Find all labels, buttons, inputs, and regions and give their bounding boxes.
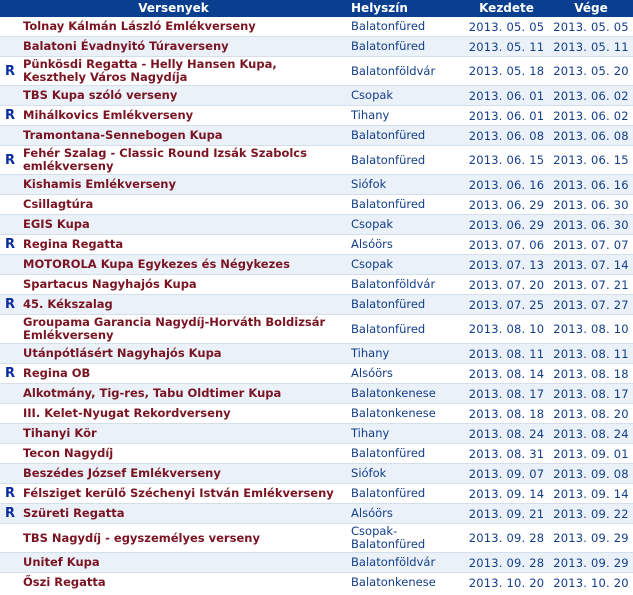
- race-start-date: 2013. 08. 31: [464, 444, 549, 463]
- table-row: [0, 86, 633, 105]
- race-end-date: 2013. 06. 16: [549, 175, 633, 194]
- header-end-date: Vége: [549, 0, 633, 17]
- race-location: Csopak: [347, 215, 464, 234]
- race-name-link[interactable]: Félsziget kerülő Széchenyi István Emlékverseny: [20, 484, 347, 503]
- race-location: Balatonfüred: [347, 146, 464, 174]
- ranking-marker: [0, 315, 20, 343]
- race-start-date: 2013. 05. 05: [464, 17, 549, 36]
- race-end-date: 2013. 06. 30: [549, 215, 633, 234]
- ranking-marker: R: [0, 484, 20, 503]
- race-end-date: 2013. 06. 30: [549, 195, 633, 214]
- race-end-date: 2013. 08. 17: [549, 384, 633, 403]
- race-name-link[interactable]: Fehér Szalag - Classic Round Izsák Szabolcs emlékverseny: [20, 146, 347, 174]
- ranking-marker: [0, 195, 20, 214]
- race-start-date: 2013. 07. 06: [464, 235, 549, 254]
- race-end-date: 2013. 08. 20: [549, 404, 633, 423]
- header-races: Versenyek: [0, 0, 347, 17]
- race-name-link[interactable]: Szüreti Regatta: [20, 504, 347, 523]
- table-row: [0, 215, 633, 234]
- ranking-marker: R: [0, 235, 20, 254]
- ranking-marker: [0, 275, 20, 294]
- ranking-marker: [0, 404, 20, 423]
- race-start-date: 2013. 09. 14: [464, 484, 549, 503]
- ranking-marker: R: [0, 295, 20, 314]
- table-row: [0, 17, 633, 36]
- race-end-date: 2013. 06. 15: [549, 146, 633, 174]
- table-row: [0, 553, 633, 572]
- race-start-date: 2013. 07. 25: [464, 295, 549, 314]
- ranking-marker: [0, 553, 20, 572]
- race-end-date: 2013. 07. 27: [549, 295, 633, 314]
- ranking-marker: [0, 384, 20, 403]
- race-location: Balatonfüred: [347, 195, 464, 214]
- race-start-date: 2013. 09. 07: [464, 464, 549, 483]
- race-end-date: 2013. 08. 24: [549, 424, 633, 443]
- race-end-date: 2013. 08. 11: [549, 344, 633, 363]
- table-row: [0, 235, 633, 254]
- race-name-link[interactable]: 45. Kékszalag: [20, 295, 347, 314]
- race-name-link[interactable]: Tihanyi Kör: [20, 424, 347, 443]
- table-header-row: [0, 0, 633, 17]
- race-name-link[interactable]: III. Kelet-Nyugat Rekordverseny: [20, 404, 347, 423]
- table-row: [0, 315, 633, 343]
- race-name-link[interactable]: Csillagtúra: [20, 195, 347, 214]
- race-location: Tihany: [347, 106, 464, 125]
- table-row: [0, 384, 633, 403]
- race-start-date: 2013. 08. 10: [464, 315, 549, 343]
- race-end-date: 2013. 06. 02: [549, 86, 633, 105]
- race-location: Balatonföldvár: [347, 553, 464, 572]
- race-name-link[interactable]: Regina OB: [20, 364, 347, 383]
- race-name-link[interactable]: Alkotmány, Tig-res, Tabu Oldtimer Kupa: [20, 384, 347, 403]
- race-start-date: 2013. 06. 16: [464, 175, 549, 194]
- table-row: [0, 295, 633, 314]
- race-location: Balatonfüred: [347, 17, 464, 36]
- race-location: Balatonfüred: [347, 37, 464, 56]
- table-row: [0, 275, 633, 294]
- race-start-date: 2013. 06. 15: [464, 146, 549, 174]
- race-start-date: 2013. 09. 28: [464, 524, 549, 552]
- race-end-date: 2013. 05. 11: [549, 37, 633, 56]
- table-row: [0, 484, 633, 503]
- race-name-link[interactable]: Beszédes József Emlékverseny: [20, 464, 347, 483]
- ranking-marker: [0, 215, 20, 234]
- ranking-marker: [0, 37, 20, 56]
- race-location: Alsóörs: [347, 235, 464, 254]
- race-end-date: 2013. 09. 29: [549, 553, 633, 572]
- race-location: Balatonfüred: [347, 444, 464, 463]
- ranking-marker: [0, 17, 20, 36]
- table-row: [0, 364, 633, 383]
- table-row: [0, 404, 633, 423]
- ranking-marker: R: [0, 364, 20, 383]
- table-row: [0, 255, 633, 274]
- race-location: Tihany: [347, 344, 464, 363]
- race-start-date: 2013. 06. 29: [464, 195, 549, 214]
- race-name-link[interactable]: Regina Regatta: [20, 235, 347, 254]
- race-location: Balatonkenese: [347, 404, 464, 423]
- race-location: Siófok: [347, 175, 464, 194]
- ranking-marker: R: [0, 57, 20, 85]
- race-name-link[interactable]: MOTOROLA Kupa Egykezes és Négykezes: [20, 255, 347, 274]
- ranking-marker: [0, 524, 20, 552]
- race-start-date: 2013. 07. 20: [464, 275, 549, 294]
- race-end-date: 2013. 07. 14: [549, 255, 633, 274]
- race-start-date: 2013. 08. 18: [464, 404, 549, 423]
- ranking-marker: [0, 573, 20, 592]
- ranking-marker: [0, 86, 20, 105]
- race-end-date: 2013. 09. 01: [549, 444, 633, 463]
- race-start-date: 2013. 06. 29: [464, 215, 549, 234]
- table-row: [0, 444, 633, 463]
- ranking-marker: [0, 126, 20, 145]
- race-start-date: 2013. 08. 24: [464, 424, 549, 443]
- table-row: [0, 464, 633, 483]
- race-name-link[interactable]: Őszi Regatta: [20, 573, 347, 592]
- ranking-marker: R: [0, 106, 20, 125]
- race-start-date: 2013. 06. 01: [464, 86, 549, 105]
- ranking-marker: [0, 344, 20, 363]
- ranking-marker: [0, 424, 20, 443]
- race-start-date: 2013. 06. 01: [464, 106, 549, 125]
- table-row: [0, 57, 633, 85]
- table-row: [0, 195, 633, 214]
- race-location: Tihany: [347, 424, 464, 443]
- race-location: Csopak: [347, 255, 464, 274]
- race-end-date: 2013. 09. 22: [549, 504, 633, 523]
- race-location: Siófok: [347, 464, 464, 483]
- race-name-link[interactable]: EGIS Kupa: [20, 215, 347, 234]
- race-start-date: 2013. 05. 18: [464, 57, 549, 85]
- race-start-date: 2013. 09. 28: [464, 553, 549, 572]
- header-location: Helyszín: [347, 0, 464, 17]
- race-name-link[interactable]: Utánpótlásért Nagyhajós Kupa: [20, 344, 347, 363]
- ranking-marker: [0, 255, 20, 274]
- table-row: [0, 146, 633, 174]
- ranking-marker: R: [0, 504, 20, 523]
- race-end-date: 2013. 07. 21: [549, 275, 633, 294]
- race-location: Balatonfüred: [347, 295, 464, 314]
- race-start-date: 2013. 07. 13: [464, 255, 549, 274]
- table-row: [0, 175, 633, 194]
- table-row: [0, 37, 633, 56]
- header-start-date: Kezdete: [464, 0, 549, 17]
- race-start-date: 2013. 08. 11: [464, 344, 549, 363]
- race-start-date: 2013. 06. 08: [464, 126, 549, 145]
- race-name-link[interactable]: Tolnay Kálmán László Emlékverseny: [20, 17, 347, 36]
- table-row: [0, 424, 633, 443]
- race-end-date: 2013. 07. 07: [549, 235, 633, 254]
- table-row: [0, 344, 633, 363]
- race-end-date: 2013. 08. 18: [549, 364, 633, 383]
- race-end-date: 2013. 06. 02: [549, 106, 633, 125]
- race-location: Balatonkenese: [347, 573, 464, 592]
- race-location: Balatonkenese: [347, 384, 464, 403]
- race-name-link[interactable]: Balatoni Évadnyitó Túraverseny: [20, 37, 347, 56]
- race-start-date: 2013. 05. 11: [464, 37, 549, 56]
- race-location: Alsóörs: [347, 504, 464, 523]
- race-end-date: 2013. 06. 08: [549, 126, 633, 145]
- race-start-date: 2013. 08. 14: [464, 364, 549, 383]
- race-name-link[interactable]: Tecon Nagydíj: [20, 444, 347, 463]
- race-location: Csopak: [347, 86, 464, 105]
- table-row: [0, 126, 633, 145]
- race-end-date: 2013. 05. 05: [549, 17, 633, 36]
- race-name-link[interactable]: Pünkösdi Regatta - Helly Hansen Kupa, Keszthely Város Nagydíja: [20, 57, 347, 85]
- race-location: Balatonfüred: [347, 315, 464, 343]
- race-location: Balatonfüred: [347, 126, 464, 145]
- race-location: Balatonfüred: [347, 484, 464, 503]
- race-location: Csopak-Balatonfüred: [347, 524, 464, 552]
- table-row: [0, 106, 633, 125]
- race-end-date: 2013. 09. 08: [549, 464, 633, 483]
- race-end-date: 2013. 09. 29: [549, 524, 633, 552]
- race-location: Balatonföldvár: [347, 275, 464, 294]
- ranking-marker: [0, 444, 20, 463]
- ranking-marker: R: [0, 146, 20, 174]
- table-row: [0, 573, 633, 592]
- race-start-date: 2013. 09. 21: [464, 504, 549, 523]
- race-name-link[interactable]: Mihálkovics Emlékverseny: [20, 106, 347, 125]
- race-name-link[interactable]: Unitef Kupa: [20, 553, 347, 572]
- race-end-date: 2013. 05. 20: [549, 57, 633, 85]
- table-row: [0, 524, 633, 552]
- race-name-link[interactable]: TBS Kupa szóló verseny: [20, 86, 347, 105]
- race-name-link[interactable]: Groupama Garancia Nagydíj-Horváth Boldizsár Emlékverseny: [20, 315, 347, 343]
- race-name-link[interactable]: Tramontana-Sennebogen Kupa: [20, 126, 347, 145]
- race-location: Alsóörs: [347, 364, 464, 383]
- race-start-date: 2013. 10. 20: [464, 573, 549, 592]
- race-name-link[interactable]: Spartacus Nagyhajós Kupa: [20, 275, 347, 294]
- race-name-link[interactable]: TBS Nagydíj - egyszemélyes verseny: [20, 524, 347, 552]
- race-end-date: 2013. 08. 10: [549, 315, 633, 343]
- race-location: Balatonföldvár: [347, 57, 464, 85]
- race-name-link[interactable]: Kishamis Emlékverseny: [20, 175, 347, 194]
- ranking-marker: [0, 464, 20, 483]
- race-start-date: 2013. 08. 17: [464, 384, 549, 403]
- race-end-date: 2013. 10. 20: [549, 573, 633, 592]
- table-row: [0, 504, 633, 523]
- ranking-marker: [0, 175, 20, 194]
- race-end-date: 2013. 09. 14: [549, 484, 633, 503]
